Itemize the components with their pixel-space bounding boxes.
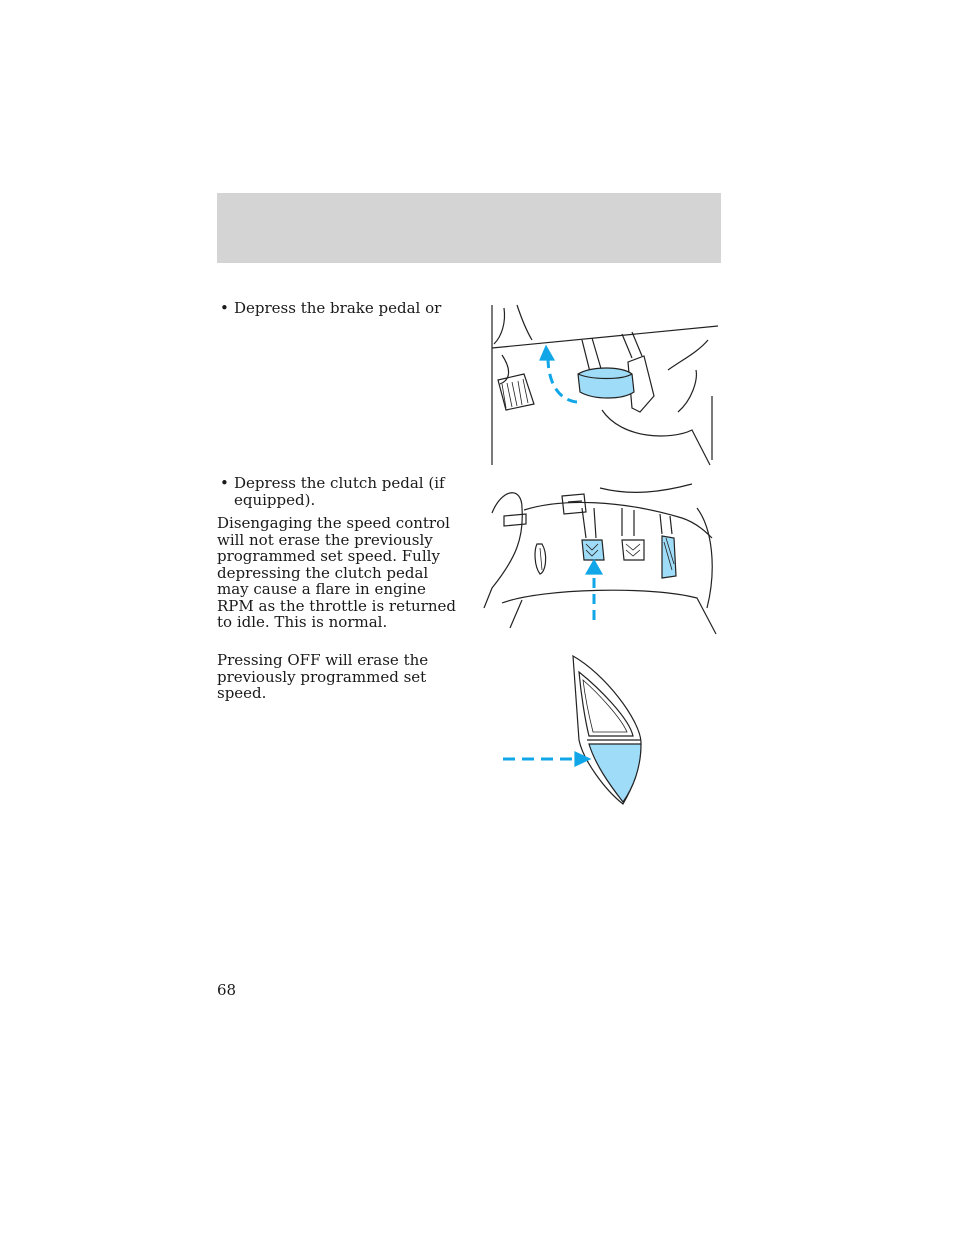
bullet-item bbox=[217, 300, 462, 317]
section-header-band bbox=[217, 193, 721, 263]
clutch-arrow-head-icon bbox=[586, 560, 602, 574]
brake-instruction bbox=[217, 300, 462, 317]
brake-pedal-highlight bbox=[578, 368, 634, 398]
clutch-paragraph: Disengaging the speed control will not erase the previously programmed set speed. Fully depressing the clutch pedal may cause a flare in engine RPM as the throttle is returned to idle. This is normal. bbox=[217, 514, 456, 631]
off-arrow-head-icon bbox=[575, 752, 590, 766]
brake-arrow-head-icon bbox=[540, 346, 554, 360]
clutch-pedal-highlight bbox=[582, 540, 604, 560]
bullet-text: Depress the brake pedal or bbox=[234, 299, 442, 317]
off-button-illustration bbox=[495, 650, 645, 810]
clutch-instruction bbox=[217, 475, 462, 631]
brake-arrow-line bbox=[548, 358, 577, 402]
off-button-highlight bbox=[589, 744, 641, 802]
bullet-text: Depress the clutch pedal (if equipped). bbox=[234, 474, 445, 509]
bullet-item bbox=[217, 475, 462, 508]
bullet-dot: • bbox=[220, 474, 229, 492]
off-paragraph: Pressing OFF will erase the previously programmed set speed. bbox=[217, 651, 429, 702]
bullet-dot: • bbox=[220, 299, 229, 317]
clutch-pedal-illustration bbox=[482, 478, 722, 638]
page-number: 68 bbox=[217, 981, 237, 999]
off-instruction bbox=[217, 652, 462, 702]
brake-pedal-illustration bbox=[482, 300, 722, 470]
